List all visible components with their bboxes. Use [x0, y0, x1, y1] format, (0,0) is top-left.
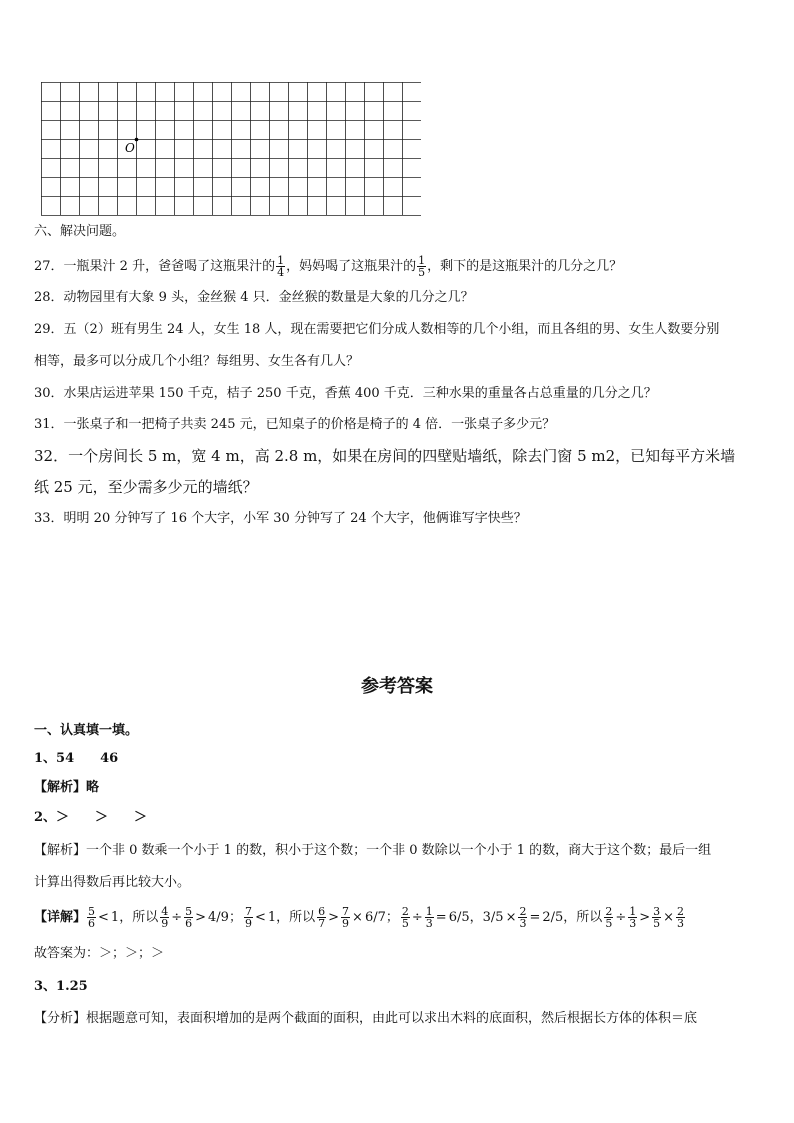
answer-1-analysis: 【解析】略 — [34, 780, 100, 795]
fraction: $\frac{6}{7}$ — [318, 905, 326, 930]
coordinate-grid — [41, 82, 421, 216]
fraction: $\frac{4}{9}$ — [161, 905, 169, 930]
fraction: $\frac{2}{5}$ — [401, 905, 409, 930]
detail-statement-3: $\frac{2}{5}$ ÷ $\frac{1}{3}$ = 6/5，3/5 × $\frac{2}{3}$ = 2/5，所以 $\frac{2}{5}$ ÷ $\frac{1}{3}$ > $\frac{3}{5}$ × $\frac{2}{3}$ — [401, 905, 685, 930]
question-31: 31．一张桌子和一把椅子共卖 245 元，已知桌子的价格是椅子的 4 倍．一张桌子多少元？ — [34, 417, 556, 432]
question-27: 27．一瓶果汁 2 升，爸爸喝了这瓶果汁的 $\frac{1}{4}$ ，妈妈喝了这瓶果汁的 $\frac{1}{5}$ ，剩下的是这瓶果汁的几分之几？ — [34, 254, 623, 279]
section-6-heading: 六、解决问题。 — [34, 224, 126, 239]
origin-label: O — [125, 141, 135, 155]
question-29-line2: 相等，最多可以分成几个小组？每组男、女生各有几人？ — [34, 354, 360, 369]
answer-3: 3、1.25 — [34, 979, 88, 994]
answer-2: 2、＞ ＞ ＞ — [34, 810, 148, 825]
answers-title: 参考答案 — [361, 676, 433, 697]
detail-label: 【详解】 — [34, 910, 87, 925]
fraction: $\frac{2}{5}$ — [605, 905, 613, 930]
origin-point — [135, 138, 139, 142]
fraction: $\frac{7}{9}$ — [244, 905, 252, 930]
fraction: $\frac{5}{6}$ — [185, 905, 193, 930]
fraction-1-5: $\frac{1}{5}$ — [418, 254, 426, 279]
answer-2-analysis-line1: 【解析】一个非 0 数乘一个小于 1 的数，积小于这个数；一个非 0 数除以一个小于 1 的数，商大于这个数；最后一组 — [34, 843, 712, 858]
fraction: $\frac{1}{3}$ — [629, 905, 637, 930]
question-33: 33．明明 20 分钟写了 16 个大字，小军 30 分钟写了 24 个大字，他俩谁写字快些？ — [34, 511, 527, 526]
detail-statement-2: $\frac{7}{9}$ < 1，所以 $\frac{6}{7}$ > $\frac{7}{9}$ × 6/7； — [244, 905, 399, 930]
question-32-line2: 纸 25 元，至少需多少元的墙纸？ — [34, 478, 258, 496]
answer-1: 1、54 46 — [34, 751, 119, 766]
question-29-line1: 29．五（2）班有男生 24 人，女生 18 人，现在需要把它们分成人数相等的几个小组，而且各组的男、女生人数要分别 — [34, 322, 720, 337]
fraction: $\frac{5}{6}$ — [88, 905, 96, 930]
question-32-line1: 32．一个房间长 5 m，宽 4 m，高 2.8 m，如果在房间的四壁贴墙纸，除去门窗 5 m2，已知每平方米墙 — [34, 447, 736, 465]
answer-3-analysis: 【分析】根据题意可知，表面积增加的是两个截面的面积，由此可以求出木料的底面积，然后根据长方体的体积＝底 — [34, 1011, 698, 1026]
question-28: 28．动物园里有大象 9 头，金丝猴 4 只．金丝猴的数量是大象的几分之几？ — [34, 290, 474, 305]
answer-2-detail — [34, 906, 686, 929]
answer-2-analysis-line2: 计算出得数后再比较大小。 — [34, 875, 191, 890]
fraction: $\frac{7}{9}$ — [342, 905, 350, 930]
detail-statement-1: $\frac{5}{6}$ < 1，所以 $\frac{4}{9}$ ÷ $\frac{5}{6}$ > 4/9； — [88, 905, 242, 930]
fraction: $\frac{2}{3}$ — [677, 905, 685, 930]
fraction: $\frac{1}{3}$ — [425, 905, 433, 930]
question-30: 30．水果店运进苹果 150 千克，桔子 250 千克，香蕉 400 千克．三种水果的重量各占总重量的几分之几？ — [34, 386, 657, 401]
answers-section-1: 一、认真填一填。 — [34, 723, 139, 738]
fraction: $\frac{3}{5}$ — [653, 905, 661, 930]
answer-2-final: 故答案为：＞；＞；＞ — [34, 946, 165, 961]
fraction: $\frac{2}{3}$ — [519, 905, 527, 930]
fraction-1-4: $\frac{1}{4}$ — [277, 254, 285, 279]
